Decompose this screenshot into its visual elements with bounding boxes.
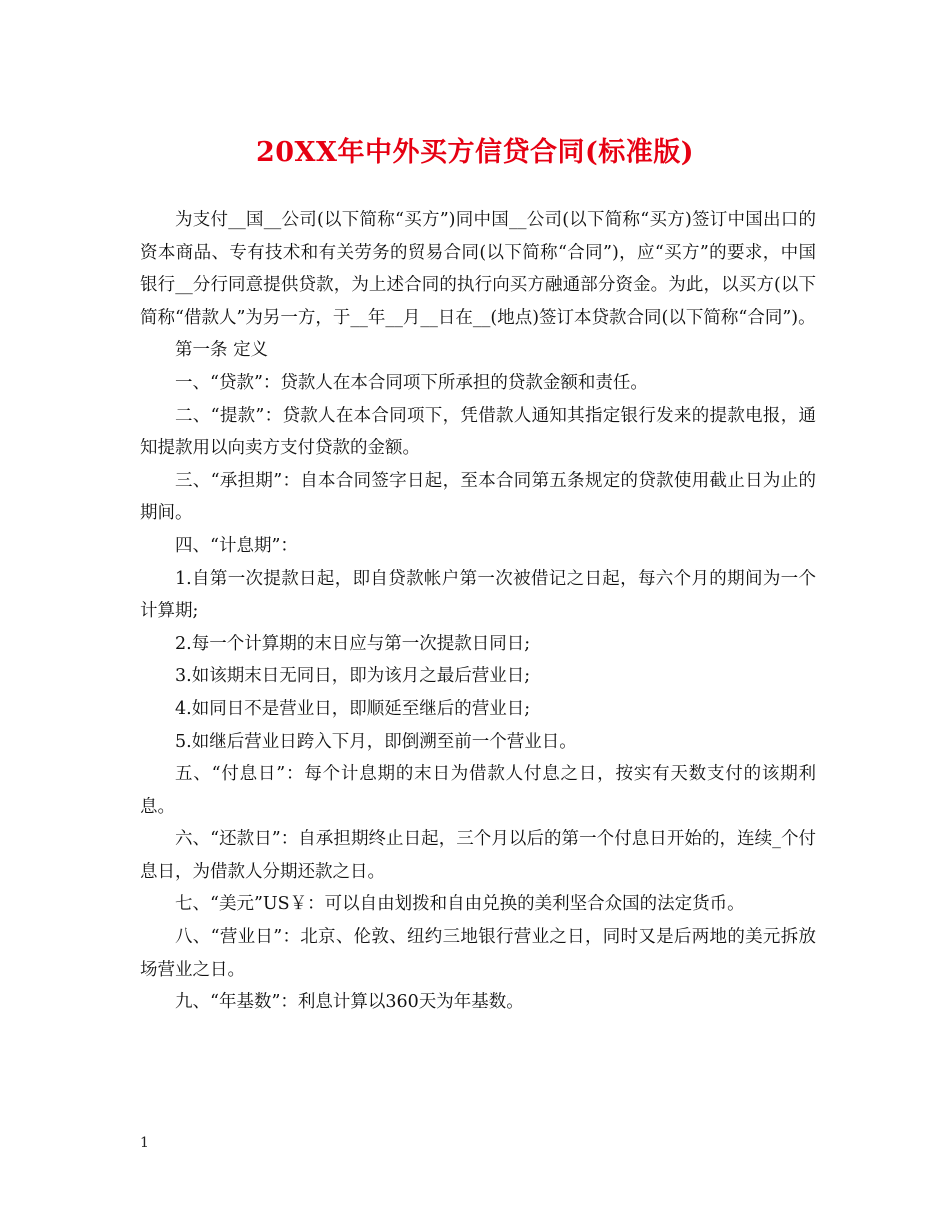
definition-paragraph: 二、“提款”：贷款人在本合同项下，凭借款人通知其指定银行发来的提款电报，通知提款用以向卖方支付贷款的金额。: [140, 405, 816, 459]
document-body: [140, 204, 816, 1019]
definition-paragraph: 九、“年基数”：利息计算以360天为年基数。: [175, 992, 524, 1013]
list-item: 1.自第一次提款日起，即自贷款帐户第一次被借记之日起，每六个月的期间为一个计算期;: [140, 568, 816, 622]
definition-paragraph: 八、“营业日”：北京、伦敦、纽约三地银行营业之日，同时又是后两地的美元拆放场营业之日。: [140, 927, 816, 980]
definition-paragraph: 六、“还款日”：自承担期终止日起，三个月以后的第一个付息日开始的，连续_个付息日，为借款人分期还款之日。: [140, 829, 816, 882]
definition-paragraph: 三、“承担期”：自本合同签字日起，至本合同第五条规定的贷款使用截止日为止的期间。: [140, 470, 816, 524]
document-title: 20XX年中外买方信贷合同(标准版): [255, 137, 695, 168]
definition-paragraph: 一、“贷款”：贷款人在本合同项下所承担的贷款金额和责任。: [175, 372, 648, 393]
intro-paragraph: 为支付__国__公司(以下简称“买方”)同中国__公司(以下简称“买方)签订中国出口的资本商品、专有技术和有关劳务的贸易合同(以下简称“合同”)，应“买方”的要求，中国银行__分行同意提供贷款，为上述合同的执行向买方融通部分资金。为此，以买方(以下简称“借款人”为另一方，于__年__月__日在__(地点)签订本贷款合同(以下简称“合同”)。: [140, 210, 816, 328]
definition-paragraph: 五、“付息日”：每个计息期的末日为借款人付息之日，按实有天数支付的该期利息。: [140, 764, 816, 817]
definition-paragraph: 七、“美元”US￥：可以自由划拨和自由兑换的美利坚合众国的法定货币。: [175, 894, 745, 915]
definition-paragraph: 四、“计息期”：: [175, 535, 298, 556]
list-item: 4.如同日不是营业日，即顺延至继后的营业日;: [175, 698, 531, 719]
list-item: 5.如继后营业日跨入下月，即倒溯至前一个营业日。: [175, 731, 577, 752]
list-item: 3.如该期末日无同日，即为该月之最后营业日;: [175, 666, 531, 687]
page-number: 1: [140, 1135, 149, 1151]
article-heading: 第一条 定义: [175, 340, 269, 361]
list-item: 2.每一个计算期的末日应与第一次提款日同日;: [175, 633, 531, 654]
